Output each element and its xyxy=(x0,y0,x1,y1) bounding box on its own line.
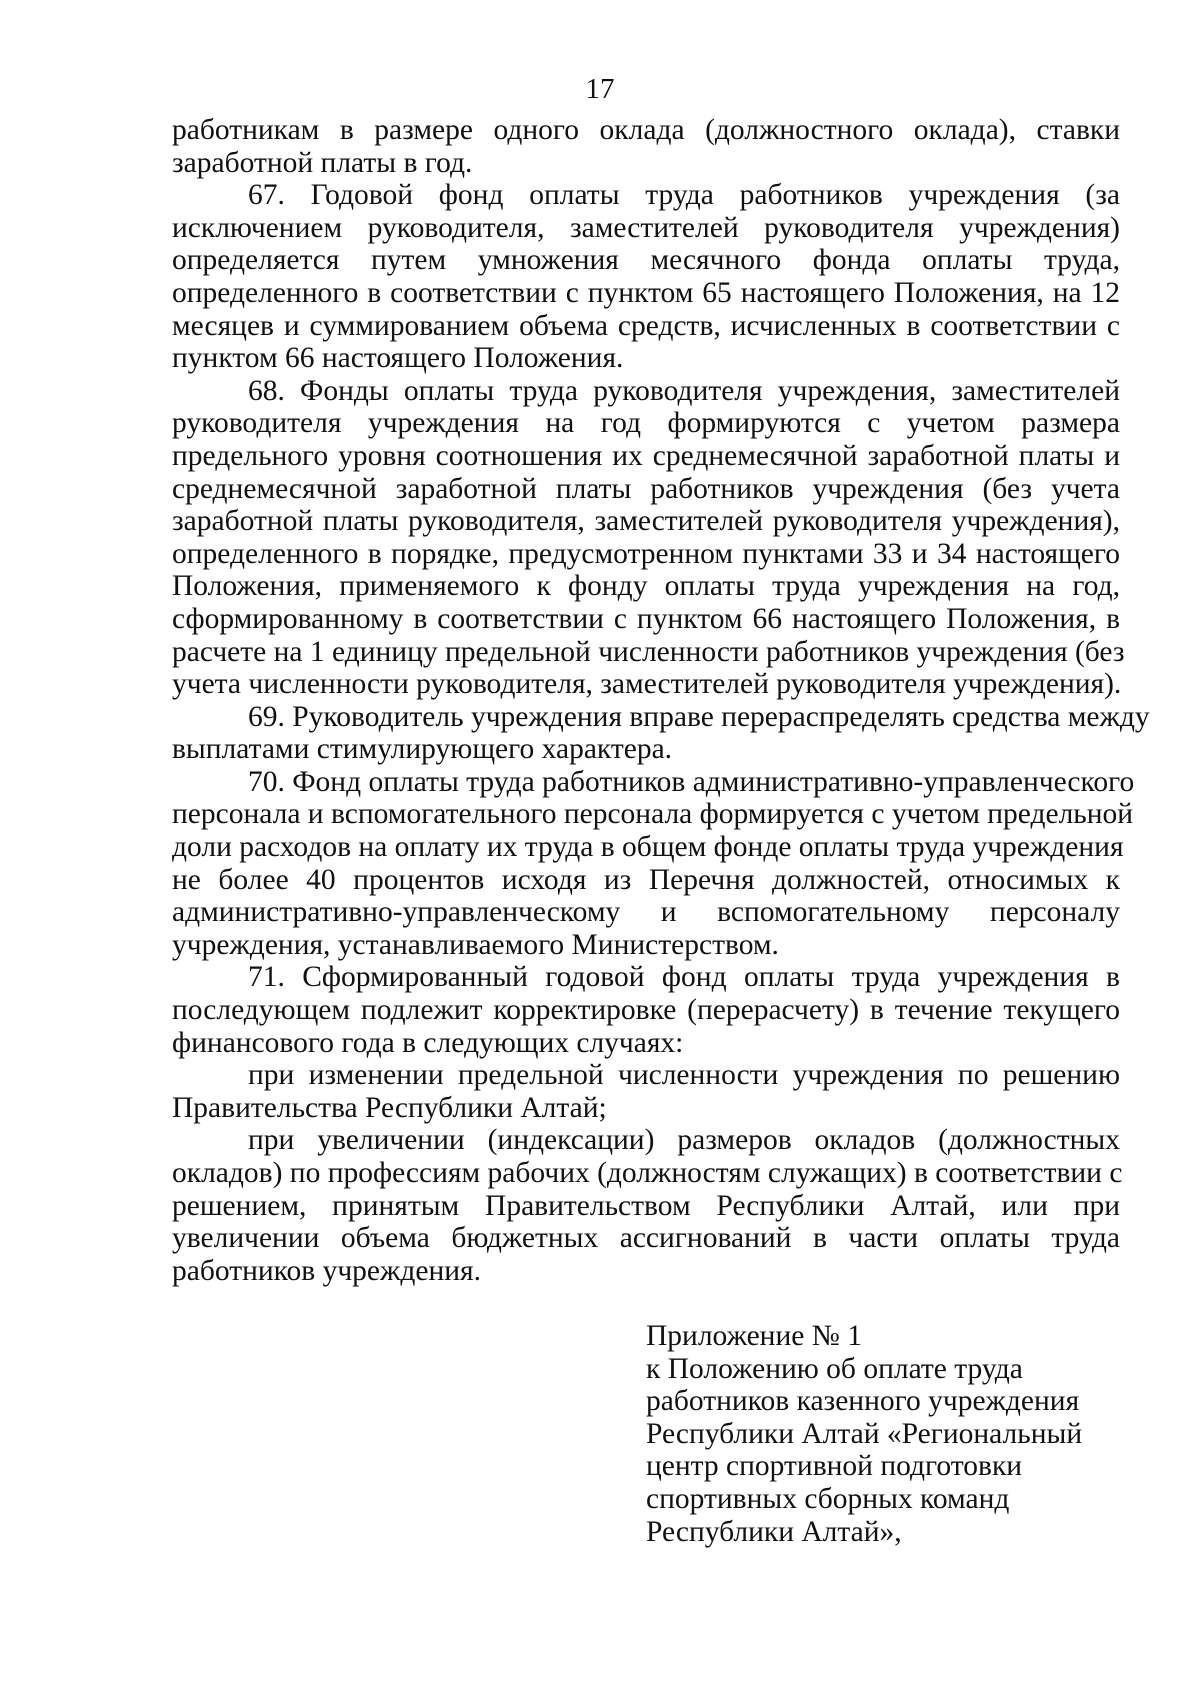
text-line: расчете на 1 единицу предельной численности работников учреждения (без xyxy=(172,635,1125,668)
text-line: учреждения, устанавливаемого Министерством. xyxy=(172,928,779,961)
text-line: 67. Годовой фонд оплаты труда работников учреждения (за xyxy=(248,179,1120,212)
appendix-line: работников казенного учреждения xyxy=(646,1385,1080,1418)
text-line: заработной платы руководителя, заместителей руководителя учреждения), xyxy=(172,505,1120,538)
text-line: не более 40 процентов исходя из Перечня должностей, относимых к xyxy=(172,863,1120,896)
text-line: предельного уровня соотношения их среднемесячной заработной платы и xyxy=(172,439,1120,472)
page-number: 17 xyxy=(585,73,615,105)
text-line: пунктом 66 настоящего Положения. xyxy=(172,342,624,375)
appendix-line: центр спортивной подготовки xyxy=(646,1450,1023,1483)
text-line: исключением руководителя, заместителей руководителя учреждения) xyxy=(172,211,1120,244)
text-line: заработной платы в год. xyxy=(172,146,473,179)
text-line: 69. Руководитель учреждения вправе перераспределять средства между xyxy=(248,700,1150,733)
text-line: Правительства Республики Алтай; xyxy=(172,1091,607,1124)
text-line: персонала и вспомогательного персонала формируется с учетом предельной xyxy=(172,798,1134,831)
text-line: определенного в соответствии с пунктом 65 настоящего Положения, на 12 xyxy=(172,276,1120,309)
appendix-line: Приложение № 1 xyxy=(646,1320,862,1352)
text-line: месяцев и суммированием объема средств, исчисленных в соответствии с xyxy=(172,309,1120,342)
appendix-line: к Положению об оплате труда xyxy=(646,1352,1023,1385)
text-line: Положения, применяемого к фонду оплаты труда учреждения на год, xyxy=(172,570,1120,603)
text-line: руководителя учреждения на год формируются с учетом размера xyxy=(172,407,1120,440)
text-line: 68. Фонды оплаты труда руководителя учреждения, заместителей xyxy=(248,374,1120,407)
text-line: определенного в порядке, предусмотренном пунктами 33 и 34 настоящего xyxy=(172,537,1120,570)
text-line: работникам в размере одного оклада (должностного оклада), ставки xyxy=(172,114,1120,146)
text-line: работников учреждения. xyxy=(172,1254,482,1287)
appendix-line: Республики Алтай «Региональный xyxy=(646,1417,1083,1450)
text-line: 70. Фонд оплаты труда работников административно-управленческого xyxy=(248,765,1135,798)
text-line: при изменении предельной численности учреждения по решению xyxy=(248,1059,1120,1092)
appendix-line: спортивных сборных команд xyxy=(646,1482,1010,1515)
text-line: окладов) по профессиям рабочих (должностям служащих) в соответствии с xyxy=(172,1157,1123,1189)
text-line: среднемесячной заработной платы работников учреждения (без учета xyxy=(172,472,1120,505)
text-line: 71. Сформированный годовой фонд оплаты труда учреждения в xyxy=(248,961,1120,994)
text-line: при увеличении (индексации) размеров окладов (должностных xyxy=(248,1124,1120,1157)
text-line: определяется путем умножения месячного фонда оплаты труда, xyxy=(172,244,1120,277)
body-text xyxy=(172,114,1150,1287)
appendix-heading xyxy=(646,1320,1126,1548)
text-line: последующем подлежит корректировке (перерасчету) в течение текущего xyxy=(172,994,1120,1027)
text-line: административно-управленческому и вспомогательному персоналу xyxy=(172,896,1120,929)
text-line: выплатами стимулирующего характера. xyxy=(172,733,673,766)
text-line: учета численности руководителя, заместителей руководителя учреждения). xyxy=(172,668,1122,701)
text-line: сформированному в соответствии с пунктом 66 настоящего Положения, в xyxy=(172,602,1120,635)
text-line: решением, принятым Правительством Республики Алтай, или при xyxy=(172,1189,1120,1222)
text-line: доли расходов на оплату их труда в общем фонде оплаты труда учреждения xyxy=(172,831,1124,864)
text-line: финансового года в следующих случаях: xyxy=(172,1026,684,1059)
text-line: увеличении объема бюджетных ассигнований в части оплаты труда xyxy=(172,1222,1120,1255)
appendix-line: Республики Алтай», xyxy=(646,1515,902,1548)
